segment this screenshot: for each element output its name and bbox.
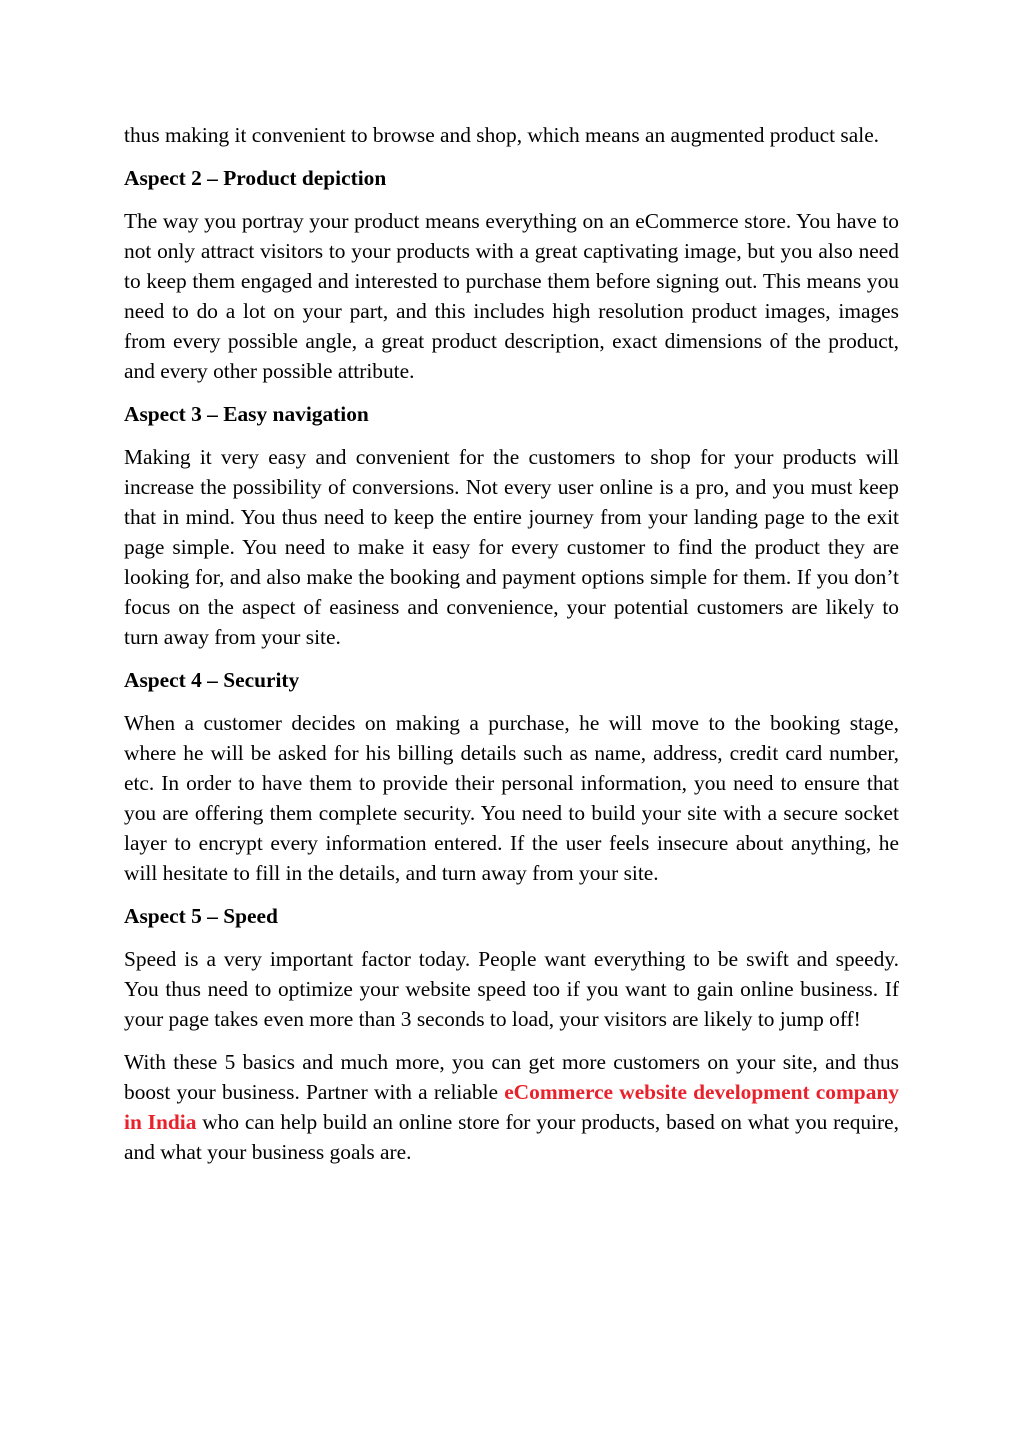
section-body-aspect-4: When a customer decides on making a purchase, he will move to the booking stage, where he will be asked for his billing details such as name, address, credit card number, etc. In order to have them to provide their personal information, you need to ensure that you are offering them complete security. You need to build your site with a secure socket layer to encrypt every information entered. If the user feels insecure about anything, he will hesitate to fill in the details, and turn away from your site. bbox=[124, 711, 899, 885]
intro-paragraph: thus making it convenient to browse and shop, which means an augmented product sale. bbox=[124, 123, 880, 147]
closing-paragraph bbox=[124, 1047, 899, 1167]
section-heading-aspect-4: Aspect 4 – Security bbox=[124, 668, 300, 692]
section-heading-aspect-2: Aspect 2 – Product depiction bbox=[124, 166, 387, 190]
section-heading-aspect-3: Aspect 3 – Easy navigation bbox=[124, 402, 369, 426]
closing-text-before-link: With these 5 basics and much more, you can get more customers on your site, and thus boost your business. Partner with a reliable bbox=[124, 1050, 899, 1104]
section-body-aspect-3: Making it very easy and convenient for the customers to shop for your products will increase the possibility of conversions. Not every user online is a pro, and you must keep that in mind. You thus need to keep the entire journey from your landing page to the exit page simple. You need to make it easy for every customer to find the product they are looking for, and also make the booking and payment options simple for them. If you don’t focus on the aspect of easiness and convenience, your potential customers are likely to turn away from your site. bbox=[124, 445, 899, 649]
closing-text-after-link: who can help build an online store for your products, based on what you require, and what your business goals are. bbox=[124, 1110, 899, 1164]
section-body-aspect-5: Speed is a very important factor today. People want everything to be swift and speedy. You thus need to optimize your website speed too if you want to gain online business. If your page takes even more than 3 seconds to load, your visitors are likely to jump off! bbox=[124, 947, 899, 1031]
ecommerce-company-link[interactable]: eCommerce website development company in India bbox=[124, 1080, 899, 1134]
section-body-aspect-2: The way you portray your product means everything on an eCommerce store. You have to not only attract visitors to your products with a great captivating image, but you also need to keep them engaged and interested to purchase them before signing out. This means you need to do a lot on your part, and this includes high resolution product images, images from every possible angle, a great product description, exact dimensions of the product, and every other possible attribute. bbox=[124, 209, 899, 383]
document-page bbox=[124, 120, 899, 1180]
section-heading-aspect-5: Aspect 5 – Speed bbox=[124, 904, 278, 928]
